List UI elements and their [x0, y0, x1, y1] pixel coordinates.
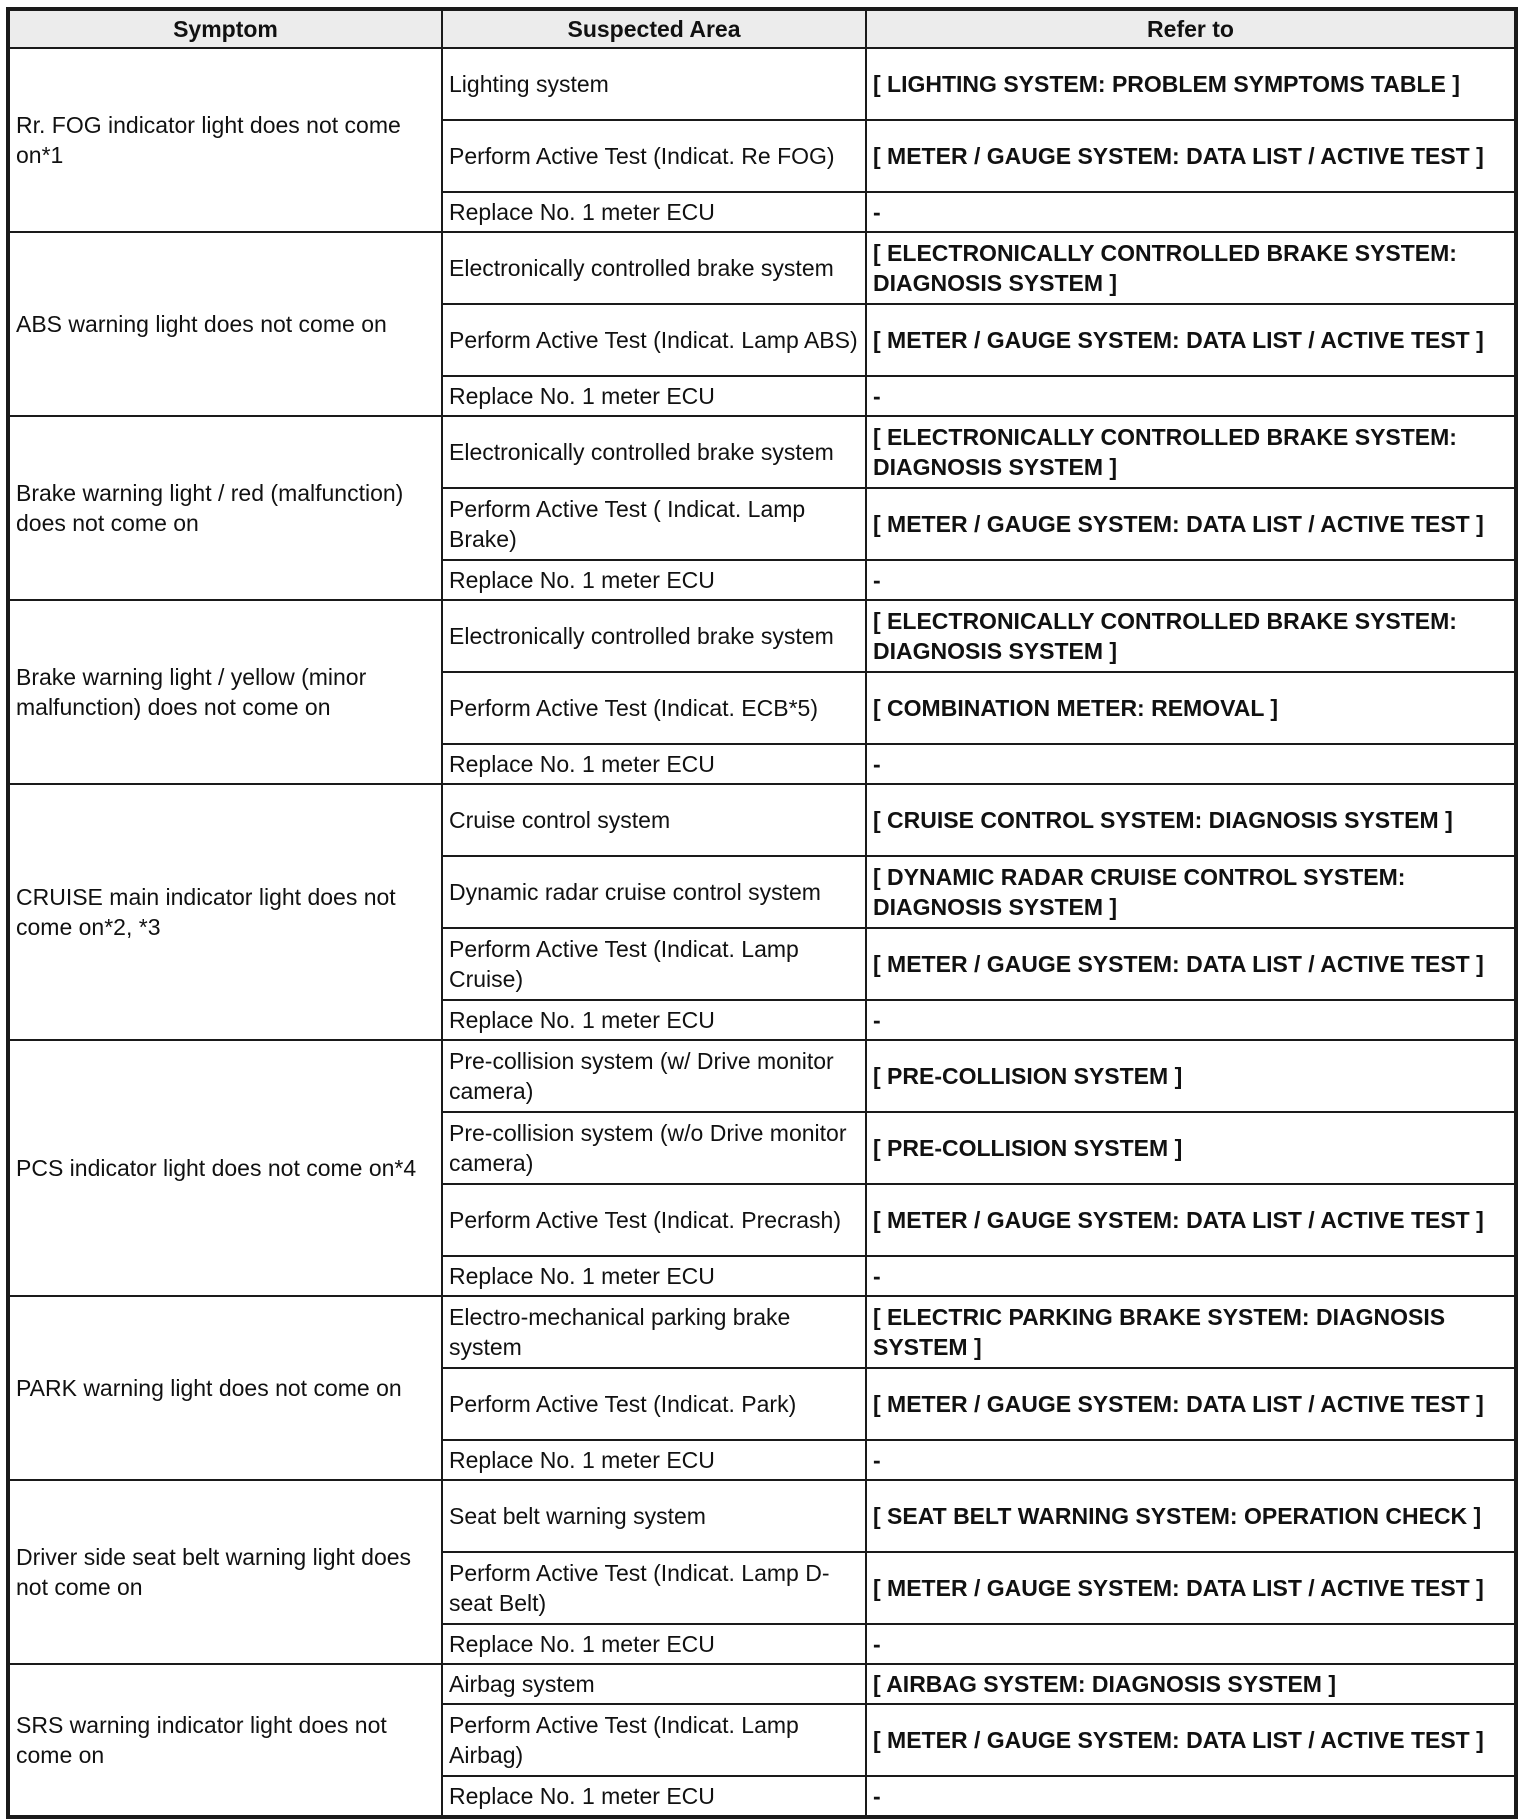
table-row [8, 784, 1516, 856]
suspected-area-cell: Replace No. 1 meter ECU [442, 560, 866, 600]
suspected-area-cell: Pre-collision system (w/o Drive monitor camera) [442, 1112, 866, 1184]
refer-to-link[interactable]: [ SEAT BELT WARNING SYSTEM: OPERATION CHECK ] [866, 1480, 1516, 1552]
refer-to-link: - [866, 744, 1516, 784]
suspected-area-cell: Pre-collision system (w/ Drive monitor camera) [442, 1040, 866, 1112]
table-row [8, 1480, 1516, 1552]
refer-to-link[interactable]: [ ELECTRIC PARKING BRAKE SYSTEM: DIAGNOSIS SYSTEM ] [866, 1296, 1516, 1368]
suspected-area-cell: Replace No. 1 meter ECU [442, 1000, 866, 1040]
symptom-cell: SRS warning indicator light does not come on [8, 1664, 442, 1817]
refer-to-link: - [866, 376, 1516, 416]
refer-to-link: - [866, 1624, 1516, 1664]
suspected-area-cell: Cruise control system [442, 784, 866, 856]
symptom-cell: Driver side seat belt warning light does not come on [8, 1480, 442, 1664]
suspected-area-cell: Replace No. 1 meter ECU [442, 1256, 866, 1296]
refer-to-link[interactable]: [ CRUISE CONTROL SYSTEM: DIAGNOSIS SYSTEM ] [866, 784, 1516, 856]
table-row [8, 1040, 1516, 1112]
suspected-area-cell: Dynamic radar cruise control system [442, 856, 866, 928]
suspected-area-cell: Perform Active Test (Indicat. Lamp ABS) [442, 304, 866, 376]
suspected-area-cell: Perform Active Test (Indicat. Lamp D-seat Belt) [442, 1552, 866, 1624]
symptom-cell: Brake warning light / yellow (minor malfunction) does not come on [8, 600, 442, 784]
suspected-area-cell: Replace No. 1 meter ECU [442, 1440, 866, 1480]
refer-to-link[interactable]: [ COMBINATION METER: REMOVAL ] [866, 672, 1516, 744]
suspected-area-cell: Perform Active Test (Indicat. Park) [442, 1368, 866, 1440]
refer-to-link[interactable]: [ AIRBAG SYSTEM: DIAGNOSIS SYSTEM ] [866, 1664, 1516, 1704]
table-row [8, 1296, 1516, 1368]
refer-to-link[interactable]: [ METER / GAUGE SYSTEM: DATA LIST / ACTIVE TEST ] [866, 488, 1516, 560]
refer-to-link[interactable]: [ METER / GAUGE SYSTEM: DATA LIST / ACTIVE TEST ] [866, 120, 1516, 192]
refer-to-link[interactable]: [ METER / GAUGE SYSTEM: DATA LIST / ACTIVE TEST ] [866, 1704, 1516, 1776]
refer-to-link: - [866, 1256, 1516, 1296]
suspected-area-cell: Replace No. 1 meter ECU [442, 192, 866, 232]
refer-to-link: - [866, 192, 1516, 232]
suspected-area-cell: Perform Active Test (Indicat. Re FOG) [442, 120, 866, 192]
suspected-area-cell: Electronically controlled brake system [442, 416, 866, 488]
table-body [8, 48, 1516, 1817]
symptom-cell: Rr. FOG indicator light does not come on*1 [8, 48, 442, 232]
refer-to-link[interactable]: [ DYNAMIC RADAR CRUISE CONTROL SYSTEM: DIAGNOSIS SYSTEM ] [866, 856, 1516, 928]
table-row [8, 48, 1516, 120]
suspected-area-cell: Replace No. 1 meter ECU [442, 1776, 866, 1817]
suspected-area-cell: Perform Active Test (Indicat. Precrash) [442, 1184, 866, 1256]
suspected-area-cell: Perform Active Test (Indicat. ECB*5) [442, 672, 866, 744]
refer-to-link[interactable]: [ METER / GAUGE SYSTEM: DATA LIST / ACTIVE TEST ] [866, 304, 1516, 376]
symptom-cell: PARK warning light does not come on [8, 1296, 442, 1480]
problem-symptoms-table [6, 7, 1518, 1819]
suspected-area-cell: Seat belt warning system [442, 1480, 866, 1552]
suspected-area-cell: Lighting system [442, 48, 866, 120]
refer-to-link[interactable]: [ PRE-COLLISION SYSTEM ] [866, 1040, 1516, 1112]
header-refer-to: Refer to [866, 9, 1516, 48]
refer-to-link[interactable]: [ METER / GAUGE SYSTEM: DATA LIST / ACTIVE TEST ] [866, 1368, 1516, 1440]
refer-to-link: - [866, 1776, 1516, 1817]
refer-to-link[interactable]: [ METER / GAUGE SYSTEM: DATA LIST / ACTIVE TEST ] [866, 1552, 1516, 1624]
refer-to-link[interactable]: [ METER / GAUGE SYSTEM: DATA LIST / ACTIVE TEST ] [866, 1184, 1516, 1256]
suspected-area-cell: Perform Active Test ( Indicat. Lamp Brake) [442, 488, 866, 560]
symptom-cell: Brake warning light / red (malfunction) does not come on [8, 416, 442, 600]
header-suspected-area: Suspected Area [442, 9, 866, 48]
table-row [8, 1664, 1516, 1704]
suspected-area-cell: Replace No. 1 meter ECU [442, 1624, 866, 1664]
refer-to-link: - [866, 1000, 1516, 1040]
refer-to-link: - [866, 560, 1516, 600]
suspected-area-cell: Airbag system [442, 1664, 866, 1704]
suspected-area-cell: Perform Active Test (Indicat. Lamp Airbag) [442, 1704, 866, 1776]
suspected-area-cell: Replace No. 1 meter ECU [442, 376, 866, 416]
suspected-area-cell: Electronically controlled brake system [442, 232, 866, 304]
refer-to-link[interactable]: [ ELECTRONICALLY CONTROLLED BRAKE SYSTEM: DIAGNOSIS SYSTEM ] [866, 600, 1516, 672]
symptom-cell: ABS warning light does not come on [8, 232, 442, 416]
suspected-area-cell: Perform Active Test (Indicat. Lamp Cruise) [442, 928, 866, 1000]
refer-to-link[interactable]: [ LIGHTING SYSTEM: PROBLEM SYMPTOMS TABLE ] [866, 48, 1516, 120]
suspected-area-cell: Electro-mechanical parking brake system [442, 1296, 866, 1368]
header-symptom: Symptom [8, 9, 442, 48]
refer-to-link[interactable]: [ ELECTRONICALLY CONTROLLED BRAKE SYSTEM: DIAGNOSIS SYSTEM ] [866, 416, 1516, 488]
refer-to-link[interactable]: [ PRE-COLLISION SYSTEM ] [866, 1112, 1516, 1184]
header-row [8, 9, 1516, 48]
symptom-table-container [6, 7, 1514, 1819]
symptom-cell: PCS indicator light does not come on*4 [8, 1040, 442, 1296]
table-row [8, 600, 1516, 672]
table-row [8, 232, 1516, 304]
refer-to-link[interactable]: [ METER / GAUGE SYSTEM: DATA LIST / ACTIVE TEST ] [866, 928, 1516, 1000]
table-row [8, 416, 1516, 488]
suspected-area-cell: Electronically controlled brake system [442, 600, 866, 672]
symptom-cell: CRUISE main indicator light does not come on*2, *3 [8, 784, 442, 1040]
refer-to-link: - [866, 1440, 1516, 1480]
refer-to-link[interactable]: [ ELECTRONICALLY CONTROLLED BRAKE SYSTEM: DIAGNOSIS SYSTEM ] [866, 232, 1516, 304]
suspected-area-cell: Replace No. 1 meter ECU [442, 744, 866, 784]
